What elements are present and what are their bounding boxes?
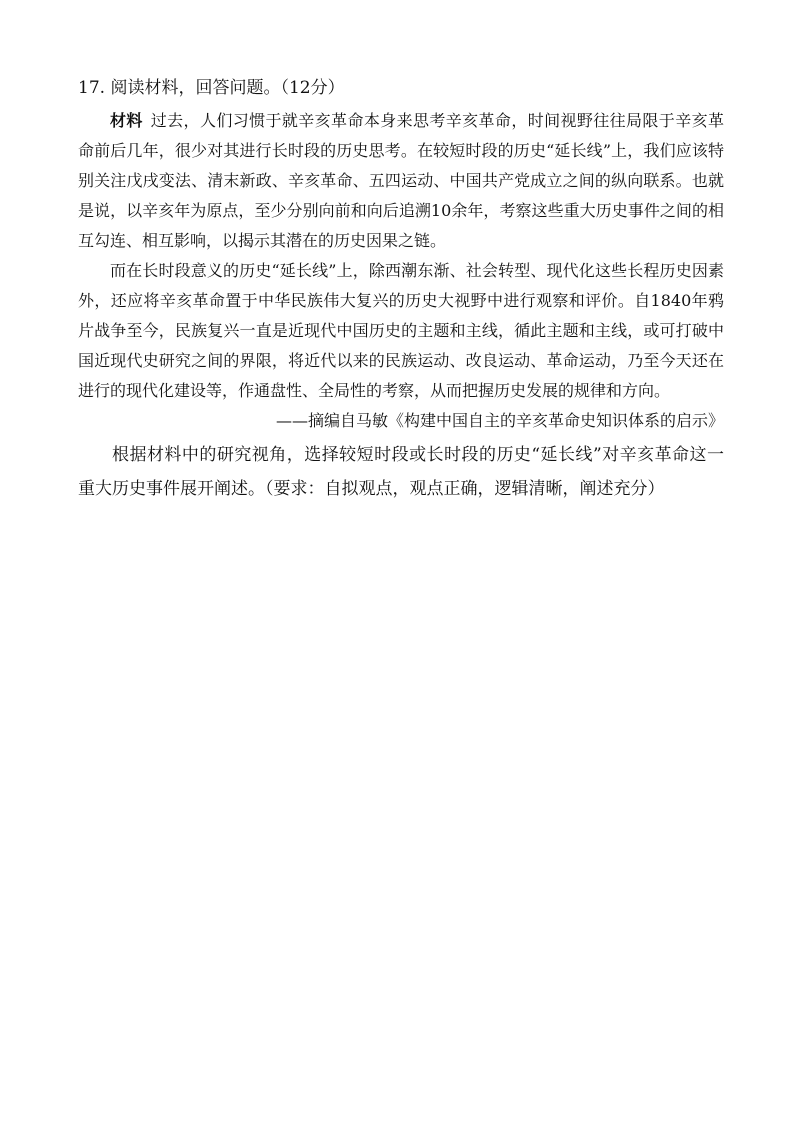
material-paragraph-1 — [78, 106, 724, 256]
material-source: ——摘编自马敏《构建中国自主的辛亥革命史知识体系的启示》 — [275, 411, 724, 430]
material-label: 材料 — [110, 111, 143, 130]
question-title: 17. 阅读材料，回答问题。（12分） — [78, 78, 345, 98]
exam-page — [78, 70, 724, 506]
material-block — [78, 106, 724, 436]
material-paragraph-1-text: 过去，人们习惯于就辛亥革命本身来思考辛亥革命，时间视野往往局限于辛亥革命前后几年，很少对其进行长时段的历史思考。在较短时段的历史“延长线”上，我们应该特别关注戊戌变法、清末新政、辛亥革命、五四运动、中国共产党成立之间的纵向联系。也就是说，以辛亥年为原点，至少分别向前和向后追溯10余年，考察这些重大历史事件之间的相互勾连、相互影响，以揭示其潜在的历史因果之链。 — [78, 111, 724, 250]
question-prompt: 根据材料中的研究视角，选择较短时段或长时段的历史“延长线”对辛亥革命这一重大历史事件展开阐述。（要求：自拟观点，观点正确，逻辑清晰，阐述充分） — [78, 445, 724, 499]
material-paragraph-2: 而在长时段意义的历史“延长线”上，除西潮东渐、社会转型、现代化这些长程历史因素外，还应将辛亥革命置于中华民族伟大复兴的历史大视野中进行观察和评价。自1840年鸦片战争至今，民族复兴一直是近现代中国历史的主题和主线，循此主题和主线，或可打破中国近现代史研究之间的界限，将近代以来的民族运动、改良运动、革命运动，乃至今天还在进行的现代化建设等，作通盘性、全局性的考察，从而把握历史发展的规律和方向。 — [78, 261, 724, 400]
